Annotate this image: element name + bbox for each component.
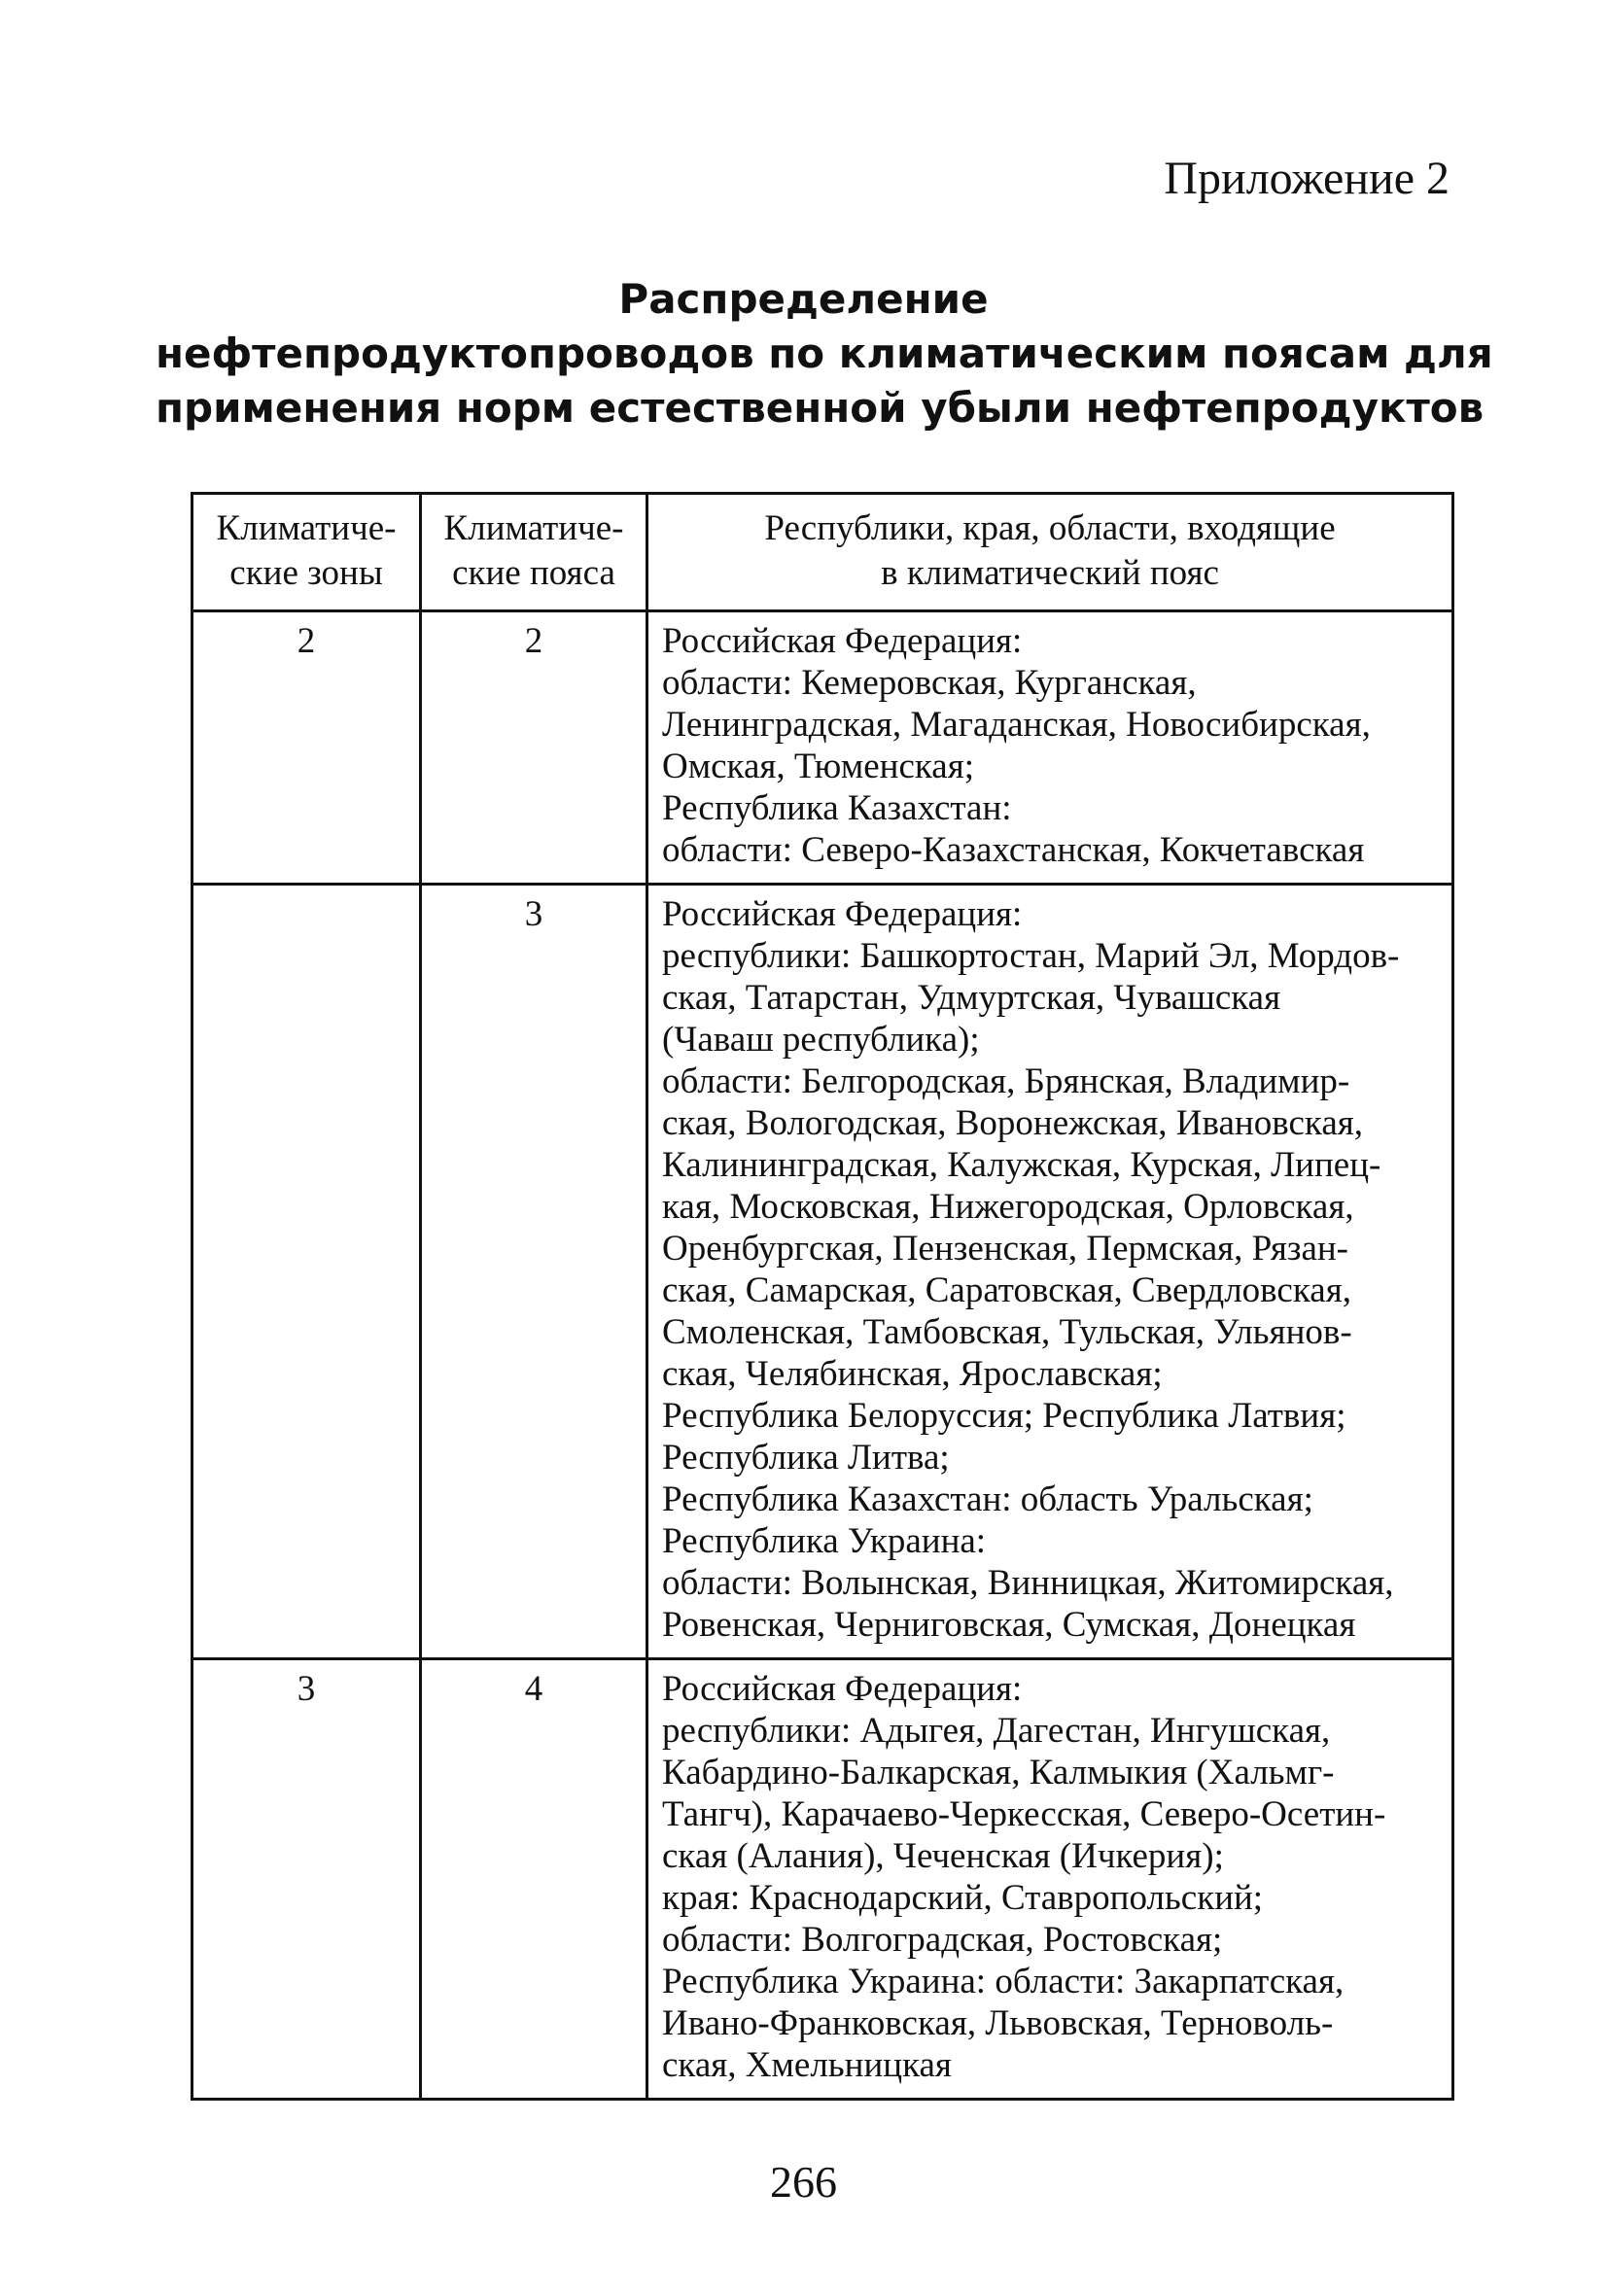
region-line: ская, Татарстан, Удмуртская, Чувашская <box>662 978 1281 1018</box>
region-line: области: Северо-Казахстанская, Кокчетавская <box>662 830 1365 870</box>
zone-cell: 3 <box>192 1659 421 2100</box>
region-line: (Чаваш республика); <box>662 1020 980 1060</box>
title-line: Распределение <box>618 275 989 323</box>
region-line: Тангч), Карачаево-Черкесская, Северо-Осетин- <box>662 1794 1386 1834</box>
table-row <box>192 1659 1453 2100</box>
title-line: применения норм естественной убыли нефтепродуктов <box>156 384 1485 432</box>
region-line: Российская Федерация: <box>662 894 1023 934</box>
regions-cell <box>647 1659 1453 2100</box>
region-line: области: Кемеровская, Курганская, <box>662 663 1197 703</box>
header-line: Климатиче- <box>443 508 624 548</box>
region-line: Республика Литва; <box>662 1438 950 1478</box>
header-line: ские зоны <box>229 553 383 593</box>
header-regions <box>647 494 1453 611</box>
regions-cell <box>647 611 1453 885</box>
region-line: республики: Адыгея, Дагестан, Ингушская, <box>662 1711 1331 1751</box>
zone-cell: 2 <box>192 611 421 885</box>
region-line: Республика Украина: <box>662 1521 987 1561</box>
region-line: Российская Федерация: <box>662 621 1023 661</box>
header-climatic-belts <box>421 494 647 611</box>
header-line: в климатический пояс <box>881 553 1219 593</box>
header-line: Климатиче- <box>216 508 397 548</box>
region-line: Омская, Тюменская; <box>662 747 975 786</box>
region-line: ская, Челябинская, Ярославская; <box>662 1354 1163 1394</box>
region-line: Республика Белоруссия; Республика Латвия; <box>662 1396 1346 1436</box>
region-line: Ровенская, Черниговская, Сумская, Донецкая <box>662 1605 1356 1645</box>
region-line: Республика Казахстан: <box>662 788 1012 828</box>
table-row <box>192 885 1453 1659</box>
region-line: области: Белгородская, Брянская, Владимир- <box>662 1061 1350 1101</box>
region-line: ская (Алания), Чеченская (Ичкерия); <box>662 1836 1224 1876</box>
region-line: Кабардино-Балкарская, Калмыкия (Хальмг- <box>662 1753 1335 1792</box>
table-header-row <box>192 494 1453 611</box>
region-line: кая, Московская, Нижегородская, Орловская, <box>662 1187 1354 1227</box>
region-line: Калининградская, Калужская, Курская, Липец- <box>662 1145 1381 1185</box>
climate-zones-table <box>191 492 1454 2101</box>
region-line: области: Волгоградская, Ростовская; <box>662 1920 1223 1960</box>
document-title <box>156 272 1493 435</box>
region-line: Республика Украина: области: Закарпатская, <box>662 1962 1345 2001</box>
zone-cell <box>192 885 421 1659</box>
belt-cell: 4 <box>421 1659 647 2100</box>
region-line: Смоленская, Тамбовская, Тульская, Ульянов- <box>662 1312 1352 1352</box>
region-line: ская, Самарская, Саратовская, Свердловская, <box>662 1270 1351 1310</box>
page-number: 266 <box>770 2157 837 2207</box>
region-line: Оренбургская, Пензенская, Пермская, Рязан- <box>662 1229 1348 1269</box>
region-line: ская, Хмельницкая <box>662 2045 952 2085</box>
regions-cell <box>647 885 1453 1659</box>
region-line: ская, Вологодская, Воронежская, Ивановская, <box>662 1103 1364 1143</box>
appendix-label: Приложение 2 <box>1164 153 1450 204</box>
region-line: республики: Башкортостан, Марий Эл, Мордов- <box>662 936 1400 976</box>
region-line: Республика Казахстан: область Уральская; <box>662 1479 1313 1519</box>
region-line: Ленинградская, Магаданская, Новосибирская, <box>662 705 1371 745</box>
belt-cell: 3 <box>421 885 647 1659</box>
title-line: нефтепродуктопроводов по климатическим поясам для <box>156 330 1493 377</box>
belt-cell: 2 <box>421 611 647 885</box>
table-row <box>192 611 1453 885</box>
region-line: Ивано-Франковская, Львовская, Терноволь- <box>662 2003 1334 2043</box>
header-line: Республики, края, области, входящие <box>764 508 1336 548</box>
header-line: ские пояса <box>452 553 615 593</box>
region-line: края: Краснодарский, Ставропольский; <box>662 1878 1264 1918</box>
region-line: Российская Федерация: <box>662 1669 1023 1709</box>
region-line: области: Волынская, Винницкая, Житомирская, <box>662 1563 1394 1603</box>
header-climatic-zones <box>192 494 421 611</box>
